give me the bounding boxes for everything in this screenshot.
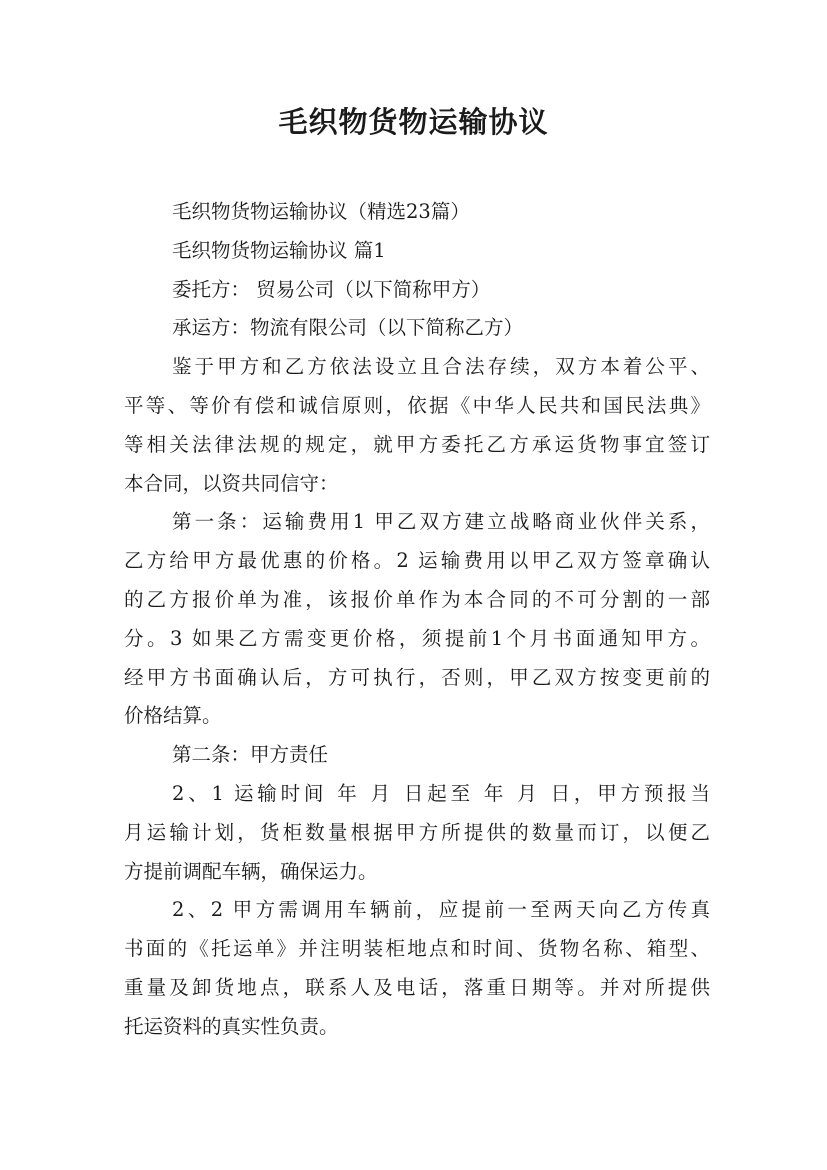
body-line: 2、1 运输时间 年 月 日起至 年 月 日，甲方预报当	[172, 781, 710, 805]
body-line: 经甲方书面确认后，方可执行，否则，甲乙双方按变更前的	[124, 665, 710, 689]
body-line: 平等、等价有偿和诚信原则，依据《中华人民共和国民法典》	[124, 393, 710, 417]
body-line: 乙方给甲方最优惠的价格。2 运输费用以甲乙双方签章确认	[124, 549, 710, 573]
body-line: 第一条：运输费用1 甲乙双方建立战略商业伙伴关系，	[172, 510, 710, 534]
body-line: 毛织物货物运输协议 篇1	[172, 238, 386, 262]
document-title: 毛织物货物运输协议	[278, 105, 549, 139]
body-line: 承运方：物流有限公司（以下简称乙方）	[172, 316, 524, 340]
body-line: 托运资料的真实性负责。	[124, 1014, 339, 1038]
body-line: 的乙方报价单为准，该报价单作为本合同的不可分割的一部	[124, 587, 710, 611]
body-line: 鉴于甲方和乙方依法设立且合法存续，双方本着公平、	[172, 355, 710, 379]
body-line: 2、2 甲方需调用车辆前，应提前一至两天向乙方传真	[172, 898, 710, 922]
body-line: 书面的《托运单》并注明装柜地点和时间、货物名称、箱型、	[124, 937, 710, 961]
document-body	[124, 193, 710, 1047]
body-line: 等相关法律法规的规定，就甲方委托乙方承运货物事宜签订	[124, 432, 710, 456]
body-line: 重量及卸货地点，联系人及电话，落重日期等。并对所提供	[124, 975, 710, 999]
body-line: 毛织物货物运输协议（精选23篇）	[172, 200, 470, 223]
body-line: 第二条：甲方责任	[172, 743, 329, 767]
body-line: 委托方： 贸易公司（以下简称甲方）	[172, 277, 491, 301]
body-line: 方提前调配车辆，确保运力。	[124, 859, 378, 883]
body-line: 月运输计划，货柜数量根据甲方所提供的数量而订，以便乙	[124, 820, 710, 844]
body-line: 价格结算。	[124, 704, 222, 728]
body-line: 本合同，以资共同信守：	[124, 471, 339, 495]
body-line: 分。3 如果乙方需变更价格，须提前1个月书面通知甲方。	[124, 626, 710, 650]
